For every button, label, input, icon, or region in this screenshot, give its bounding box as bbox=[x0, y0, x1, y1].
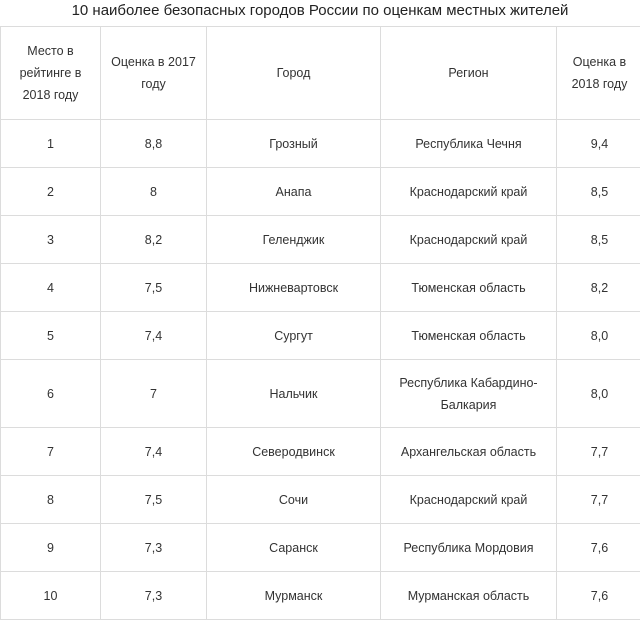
cell-region: Республика Мордовия bbox=[381, 524, 557, 572]
cell-rank: 6 bbox=[1, 360, 101, 428]
cell-score-2017: 7,5 bbox=[101, 476, 207, 524]
cell-score-2018: 8,0 bbox=[557, 360, 640, 428]
cell-city: Северодвинск bbox=[207, 428, 381, 476]
cell-region: Краснодарский край bbox=[381, 168, 557, 216]
cell-score-2018: 7,6 bbox=[557, 524, 640, 572]
cell-rank: 4 bbox=[1, 264, 101, 312]
cell-region: Тюменская область bbox=[381, 312, 557, 360]
table-row bbox=[1, 476, 640, 524]
cell-score-2017: 8,8 bbox=[101, 120, 207, 168]
cell-region: Архангельская область bbox=[381, 428, 557, 476]
table-row bbox=[1, 312, 640, 360]
cell-rank: 8 bbox=[1, 476, 101, 524]
cell-region: Тюменская область bbox=[381, 264, 557, 312]
table-row bbox=[1, 168, 640, 216]
cell-score-2018: 8,5 bbox=[557, 216, 640, 264]
cell-rank: 3 bbox=[1, 216, 101, 264]
table-row bbox=[1, 428, 640, 476]
cell-rank: 5 bbox=[1, 312, 101, 360]
cell-rank: 2 bbox=[1, 168, 101, 216]
cell-rank: 1 bbox=[1, 120, 101, 168]
header-region: Регион bbox=[381, 27, 557, 120]
table-row bbox=[1, 264, 640, 312]
cell-score-2017: 7 bbox=[101, 360, 207, 428]
cell-score-2018: 8,5 bbox=[557, 168, 640, 216]
cell-score-2018: 7,6 bbox=[557, 572, 640, 620]
cell-city: Геленджик bbox=[207, 216, 381, 264]
cell-region: Краснодарский край bbox=[381, 216, 557, 264]
cell-score-2018: 8,0 bbox=[557, 312, 640, 360]
cell-city: Сочи bbox=[207, 476, 381, 524]
cell-city: Нижневартовск bbox=[207, 264, 381, 312]
table-row bbox=[1, 120, 640, 168]
cell-region: Мурманская область bbox=[381, 572, 557, 620]
cell-city: Мурманск bbox=[207, 572, 381, 620]
cell-score-2017: 7,4 bbox=[101, 312, 207, 360]
cell-score-2017: 7,3 bbox=[101, 524, 207, 572]
cell-rank: 7 bbox=[1, 428, 101, 476]
cell-city: Анапа bbox=[207, 168, 381, 216]
page-title: 10 наиболее безопасных городов России по оценкам местных жителей bbox=[71, 2, 569, 19]
cell-score-2018: 7,7 bbox=[557, 428, 640, 476]
cell-region: Краснодарский край bbox=[381, 476, 557, 524]
cell-city: Грозный bbox=[207, 120, 381, 168]
safest-cities-table bbox=[0, 26, 640, 620]
cell-rank: 9 bbox=[1, 524, 101, 572]
cell-region: Республика Чечня bbox=[381, 120, 557, 168]
header-city: Город bbox=[207, 27, 381, 120]
cell-city: Сургут bbox=[207, 312, 381, 360]
cell-score-2017: 7,3 bbox=[101, 572, 207, 620]
cell-city: Саранск bbox=[207, 524, 381, 572]
table-row bbox=[1, 360, 640, 428]
table-row bbox=[1, 524, 640, 572]
cell-score-2018: 7,7 bbox=[557, 476, 640, 524]
cell-score-2018: 9,4 bbox=[557, 120, 640, 168]
table-row bbox=[1, 216, 640, 264]
cell-rank: 10 bbox=[1, 572, 101, 620]
table-row bbox=[1, 572, 640, 620]
cell-score-2017: 7,5 bbox=[101, 264, 207, 312]
cell-score-2018: 8,2 bbox=[557, 264, 640, 312]
cell-region: Республика Кабардино-Балкария bbox=[381, 360, 557, 428]
header-score-2017: Оценка в 2017 году bbox=[101, 27, 207, 120]
header-rank: Место в рейтинге в 2018 году bbox=[1, 27, 101, 120]
header-score-2018: Оценка в 2018 году bbox=[557, 27, 640, 120]
cell-score-2017: 8 bbox=[101, 168, 207, 216]
table-header-row bbox=[1, 27, 640, 120]
cell-score-2017: 7,4 bbox=[101, 428, 207, 476]
cell-score-2017: 8,2 bbox=[101, 216, 207, 264]
cell-city: Нальчик bbox=[207, 360, 381, 428]
